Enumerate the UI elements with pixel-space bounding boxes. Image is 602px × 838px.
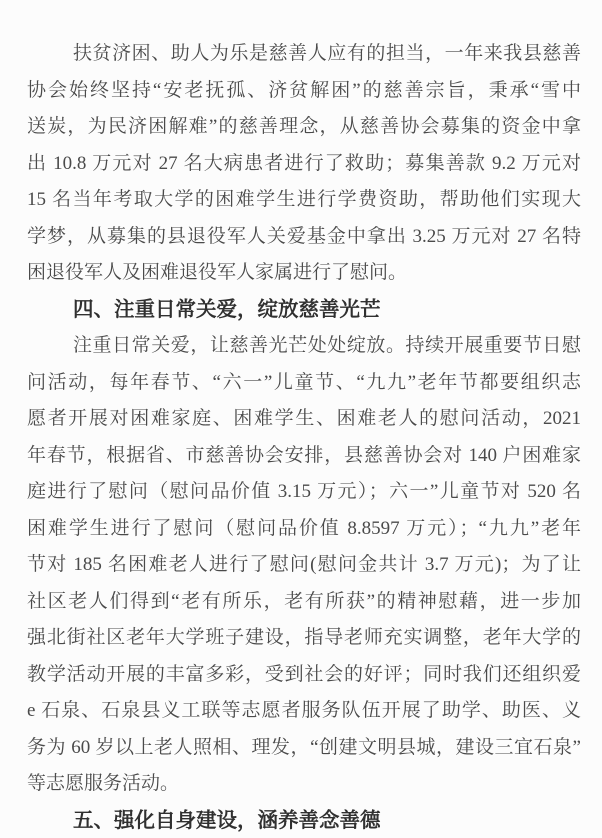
body-text-line: 强北街社区老年大学班子建设，指导老师充实调整，老年大学的 — [27, 627, 581, 648]
body-text-line: 困难学生进行了慰问（慰问品价值 8.8597 万元）；“九九”老年 — [27, 517, 581, 539]
body-text-line: 年春节，根据省、市慈善协会安排，县慈善协会对 140 户困难家 — [27, 444, 581, 466]
body-text-line: 愿者开展对困难家庭、困难学生、困难老人的慰问活动，2021 — [27, 408, 581, 429]
body-text-line: 教学活动开展的丰富多彩，受到社会的好评；同时我们还组织爱 — [27, 663, 581, 685]
body-text-line: 学梦，从募集的县退役军人关爱基金中拿出 3.25 万元对 27 名特 — [27, 225, 581, 247]
body-text-line: 扶贫济困、助人为乐是慈善人应有的担当，一年来我县慈善 — [73, 43, 581, 64]
body-text-line: 出 10.8 万元对 27 名大病患者进行了救助；募集善款 9.2 万元对 — [27, 152, 581, 174]
body-text-line: 15 名当年考取大学的困难学生进行学费资助，帮助他们实现大 — [27, 189, 581, 210]
body-text-line: e 石泉、石泉县义工联等志愿者服务队伍开展了助学、助医、义 — [27, 700, 581, 721]
body-text-line: 注重日常关爱，让慈善光芒处处绽放。持续开展重要节日慰 — [73, 335, 581, 356]
body-text-line: 问活动，每年春节、“六一”儿童节、“九九”老年节都要组织志 — [27, 371, 581, 393]
body-text-line: 务为 60 岁以上老人照相、理发，“创建文明县城，建设三宜石泉” — [27, 736, 581, 758]
body-text-line: 协会始终坚持“安老抚孤、济贫解困”的慈善宗旨，秉承“雪中 — [27, 79, 581, 101]
body-text-line: 困退役军人及困难退役军人家属进行了慰问。 — [27, 262, 408, 283]
body-text-line: 等志愿服务活动。 — [27, 773, 180, 794]
body-text-line: 社区老人们得到“老有所乐，老有所获”的精神慰藉，进一步加 — [27, 590, 581, 612]
body-text-line: 庭进行了慰问（慰问品价值 3.15 万元）；六一”儿童节对 520 名 — [27, 481, 581, 502]
body-text-line: 节对 185 名困难老人进行了慰问(慰问金共计 3.7 万元)；为了让 — [27, 554, 581, 575]
section-heading: 五、强化自身建设，涵养善念善德 — [73, 808, 381, 832]
body-text-line: 送炭，为民济困解难”的慈善理念，从慈善协会募集的资金中拿 — [27, 116, 581, 137]
section-heading: 四、注重日常关爱，绽放慈善光芒 — [73, 297, 381, 321]
